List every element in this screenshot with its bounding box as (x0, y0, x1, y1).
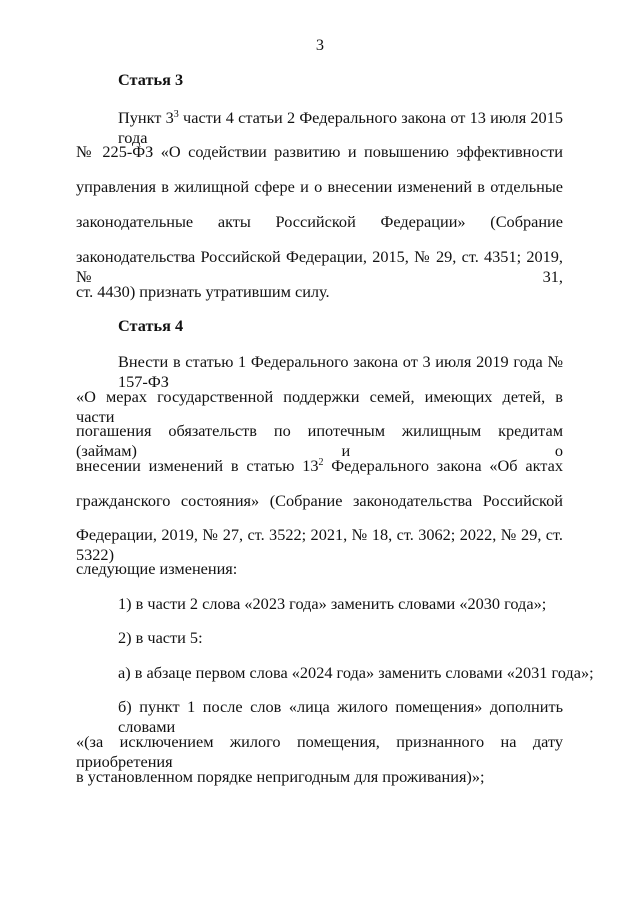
superscript: 3 (173, 109, 179, 120)
list-item: 2) в части 5: (118, 628, 203, 647)
paragraph-line: Федерации, 2019, № 27, ст. 3522; 2021, № 18, ст. 3062; 2022, № 29, ст. 5322) (76, 525, 563, 564)
article-3-heading: Статья 3 (118, 70, 184, 89)
paragraph-line: погашения обязательств по ипотечным жилищным кредитам (займам) и о (76, 421, 563, 460)
paragraph-line: гражданского состояния» (Собрание законодательства Российской (76, 491, 563, 510)
text: Пункт 3 (118, 108, 174, 127)
paragraph-line (76, 456, 563, 476)
paragraph-line: Внести в статью 1 Федерального закона от 3 июля 2019 года № 157-ФЗ (118, 352, 563, 391)
page-number: 3 (315, 35, 325, 54)
paragraph-line: законодательные акты Российской Федерации» (Собрание (76, 212, 563, 231)
list-item: 1) в части 2 слова «2023 года» заменить словами «2030 года»; (118, 594, 547, 613)
paragraph-line: управления в жилищной сфере и о внесении изменений в отдельные (76, 177, 563, 196)
paragraph-line: законодательства Российской Федерации, 2015, № 29, ст. 4351; 2019, № 31, (76, 247, 563, 286)
text: внесении изменений в статью 13 (76, 456, 319, 475)
list-item: б) пункт 1 после слов «лица жилого помещения» дополнить словами (118, 697, 563, 736)
list-item: а) в абзаце первом слова «2024 года» заменить словами «2031 года»; (118, 663, 594, 682)
paragraph-line: следующие изменения: (76, 559, 238, 578)
text: части 4 статьи 2 Федерального закона от 13 июля 2015 года (118, 108, 563, 147)
paragraph-line (118, 108, 563, 147)
paragraph-line: ст. 4430) признать утратившим силу. (76, 282, 330, 301)
paragraph-line: «(за исключением жилого помещения, признанного на дату приобретения (76, 732, 563, 771)
paragraph-line: в установленном порядке непригодным для проживания)»; (76, 767, 485, 786)
superscript: 2 (318, 457, 324, 468)
paragraph-line: № 225-ФЗ «О содействии развитию и повышению эффективности (76, 142, 563, 161)
paragraph-line: «О мерах государственной поддержки семей, имеющих детей, в части (76, 387, 563, 426)
article-4-heading: Статья 4 (118, 316, 184, 335)
text: Федерального закона «Об актах (323, 456, 563, 475)
